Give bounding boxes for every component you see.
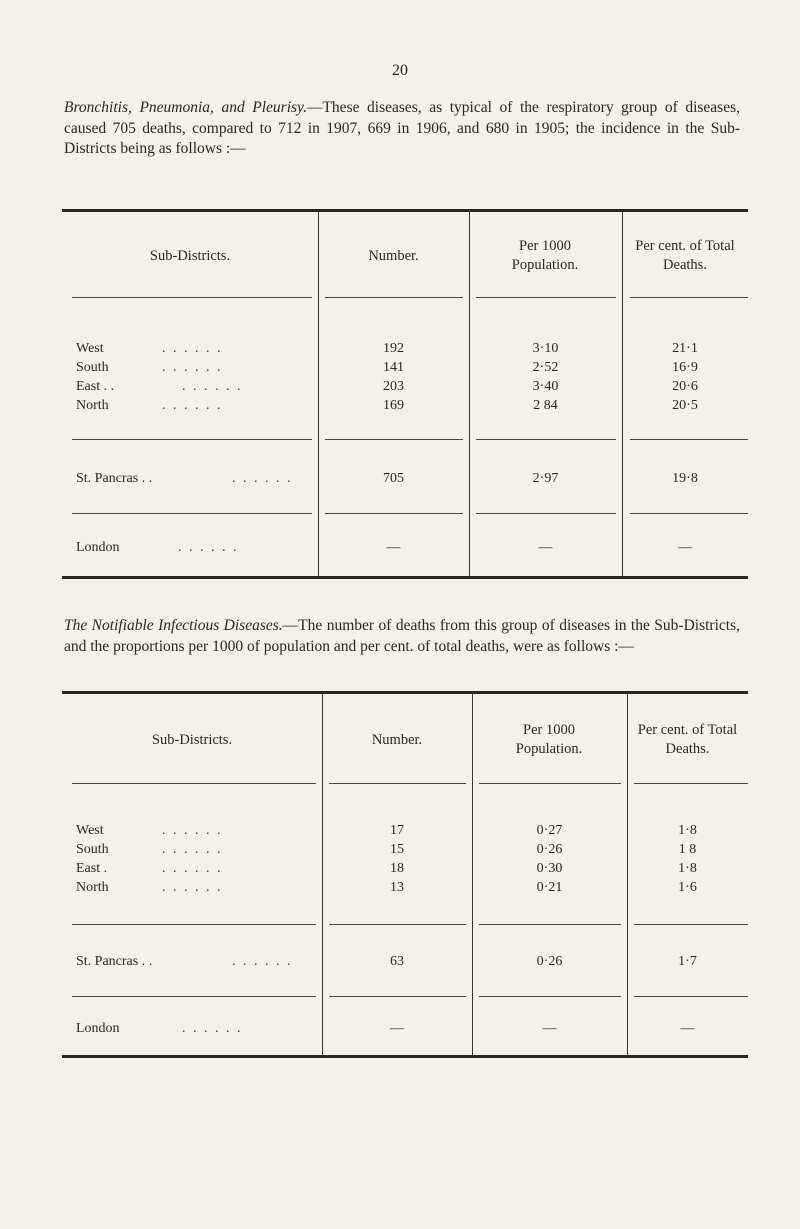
- cell-per-cent: 16·9: [672, 360, 698, 375]
- leader-dots: . . . . . .: [162, 341, 223, 356]
- header-number: Number.: [371, 732, 423, 748]
- cell-number: 192: [383, 341, 404, 356]
- cell-per-1000: 3·10: [532, 341, 559, 356]
- table-row: [62, 359, 748, 377]
- cell-per-1000: 0·30: [536, 861, 563, 876]
- cell-per-1000: —: [538, 540, 553, 555]
- leader-dots: . . . . . .: [162, 398, 223, 413]
- cell-per-1000: 2·52: [532, 360, 559, 375]
- leader-dots: . . . . . .: [162, 360, 223, 375]
- cell-per-cent: —: [678, 540, 692, 555]
- table-row: [62, 879, 748, 897]
- cell-per-cent: 19·8: [672, 471, 698, 486]
- cell-number: 13: [390, 880, 404, 895]
- cell-per-1000: 0·27: [536, 823, 563, 838]
- row-label: North: [76, 880, 109, 895]
- leader-dots: . . . . . .: [162, 861, 223, 876]
- cell-number: 15: [390, 842, 404, 857]
- cell-per-cent: 21·1: [672, 341, 698, 356]
- cell-per-cent: 1 8: [678, 842, 697, 857]
- cell-per-cent: 1·8: [678, 823, 697, 838]
- table-row: [62, 860, 748, 878]
- section1-paragraph: [64, 98, 740, 160]
- cell-number: —: [386, 540, 401, 555]
- row-label: South: [76, 360, 109, 375]
- cell-per-1000: 2·97: [532, 471, 559, 486]
- header-sub-districts: Sub-Districts.: [149, 248, 231, 264]
- table-row: [62, 397, 748, 415]
- cell-per-1000: 0·21: [536, 880, 563, 895]
- leader-dots: . . . . . .: [232, 471, 293, 486]
- table-respiratory: [62, 209, 748, 581]
- cell-number: 203: [383, 379, 404, 394]
- section2-heading: The Notifiable Infectious Diseases.: [64, 617, 283, 634]
- row-label: North: [76, 398, 109, 413]
- table-row: [62, 841, 748, 859]
- leader-dots: . . . . . .: [178, 540, 239, 555]
- cell-per-cent: —: [680, 1021, 695, 1036]
- leader-dots: . . . . . .: [162, 823, 223, 838]
- header-per-cent: Per cent. of Total Deaths.: [637, 722, 738, 757]
- header-per-1000: Per 1000 Population.: [511, 238, 579, 273]
- cell-per-1000: 3·40: [532, 379, 559, 394]
- row-label: East .: [76, 861, 108, 876]
- header-sub-districts: Sub-Districts.: [151, 732, 233, 748]
- row-label: St. Pancras . .: [76, 471, 153, 486]
- row-label: St. Pancras . .: [76, 954, 153, 969]
- table-row: [62, 340, 748, 358]
- row-label: South: [76, 842, 109, 857]
- cell-number: 141: [383, 360, 404, 375]
- table-row: [62, 378, 748, 396]
- cell-per-cent: 1·8: [678, 861, 697, 876]
- leader-dots: . . . . . .: [162, 842, 223, 857]
- cell-number: 17: [390, 823, 404, 838]
- cell-per-cent: 20·5: [672, 398, 698, 413]
- cell-per-1000: —: [542, 1021, 557, 1036]
- cell-number: 63: [390, 954, 404, 969]
- header-number: Number.: [368, 248, 419, 264]
- cell-number: 169: [383, 398, 404, 413]
- section2-text: —The number of deaths from this group of diseases in the Sub-Districts, and the proportions per 1000 of population and per cent. of total deaths, were as follows :—: [64, 617, 740, 655]
- cell-per-1000: 0·26: [536, 954, 563, 969]
- page-number: 20: [392, 62, 408, 79]
- table-row-total: [62, 953, 748, 971]
- table-row-total: [62, 470, 748, 488]
- section1-text: —These diseases, as typical of the respiratory group of diseases, caused 705 deaths, compared to 712 in 1907, 669 in 1906, and 680 in 1905; the incidence in the Sub-Districts being as follows :—: [64, 99, 740, 157]
- section2-paragraph: [64, 616, 740, 657]
- cell-number: 18: [390, 861, 404, 876]
- header-per-cent: Per cent. of Total Deaths.: [635, 238, 735, 273]
- table-row-london: [62, 1020, 748, 1038]
- cell-per-cent: 20·6: [672, 379, 698, 394]
- section1-heading: Bronchitis, Pneumonia, and Pleurisy.: [64, 99, 307, 116]
- row-label: West: [76, 341, 104, 356]
- row-label: London: [76, 1021, 120, 1036]
- leader-dots: . . . . . .: [182, 1021, 243, 1036]
- leader-dots: . . . . . .: [232, 954, 293, 969]
- row-label: East . .: [76, 379, 115, 394]
- row-label: West: [76, 823, 104, 838]
- cell-per-cent: 1·7: [678, 954, 697, 969]
- cell-per-cent: 1·6: [678, 880, 697, 895]
- cell-per-1000: 0·26: [536, 842, 563, 857]
- table-row-london: [62, 539, 748, 557]
- cell-number: 705: [383, 471, 404, 486]
- table-row: [62, 822, 748, 840]
- table-infectious: [62, 691, 748, 1061]
- leader-dots: . . . . . .: [162, 880, 223, 895]
- row-label: London: [76, 540, 120, 555]
- cell-per-1000: 2 84: [533, 398, 558, 413]
- leader-dots: . . . . . .: [182, 379, 243, 394]
- cell-number: —: [390, 1021, 404, 1036]
- header-per-1000: Per 1000 Population.: [515, 722, 583, 757]
